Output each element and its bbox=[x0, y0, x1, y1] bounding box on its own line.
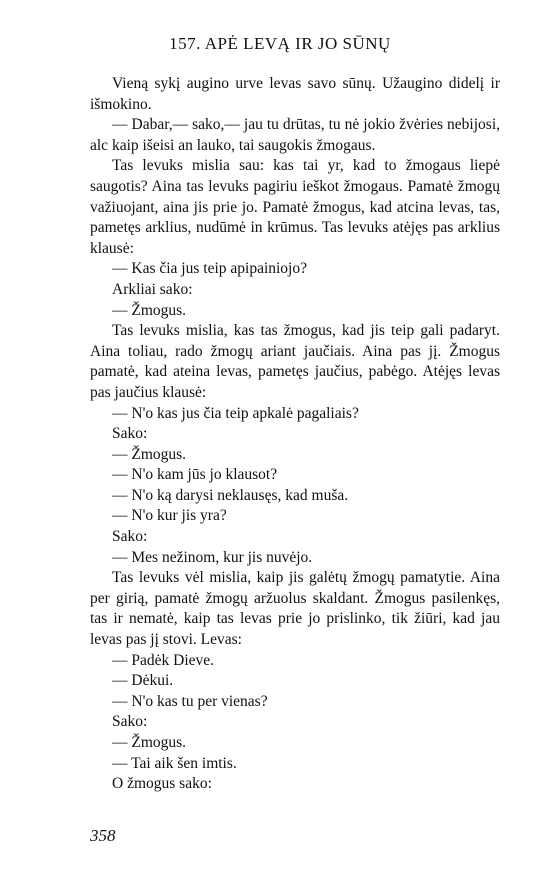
dialogue-line: — N'o kam jūs jo klausot? bbox=[112, 466, 278, 484]
dialogue-line: — Tai aik šen imtis. bbox=[112, 754, 237, 772]
dialogue-line: — Žmogus. bbox=[112, 445, 187, 463]
dialogue-line: — Dėkui. bbox=[112, 672, 174, 690]
story-body bbox=[90, 74, 500, 795]
paragraph: Tas levuks mislia sau: kas tai yr, kad to žmogaus liepė saugotis? Aina tas levuks pagiriu ieškot žmogaus. Pamatė žmogų važiuojant, aina jis prie jo. Pamatė žmogus, kad atcina levas, tas, pametęs arklius, nudūmė in krūmus. Tas levuks atėjęs pas arklius klausė: bbox=[90, 157, 500, 257]
dialogue-line: — N'o kas tu per vienas? bbox=[112, 692, 268, 710]
dialogue-line: Sako: bbox=[112, 528, 148, 546]
dialogue-line: Arkliai sako: bbox=[112, 280, 193, 298]
dialogue-line: — N'o kas jus čia teip apkalė pagaliais? bbox=[112, 404, 359, 422]
dialogue-line: — Mes nežinom, kur jis nuvėjo. bbox=[112, 548, 313, 566]
dialogue-line: — Žmogus. bbox=[112, 734, 187, 751]
dialogue-line: — N'o ką darysi neklausęs, kad muša. bbox=[112, 486, 349, 504]
dialogue-line: — Kas čia jus teip apipainiojo? bbox=[112, 260, 307, 278]
dialogue-line: — N'o kur jis yra? bbox=[112, 507, 227, 525]
paragraph: Tas levuks mislia, kas tas žmogus, kad jis teip gali padaryt. Aina toliau, rado žmogų ariant jaučiais. Aina pas jį. Žmogus pamatė, kad ateina levas, pametęs jaučius, pabėgo. Atėjęs levas pas jaučius klausė: bbox=[90, 322, 500, 401]
story-title: 157. APĖ LEVĄ IR JO SŪNŲ bbox=[169, 34, 391, 53]
dialogue-line: O žmogus sako: bbox=[112, 775, 212, 793]
paragraph: — Dabar,— sako,— jau tu drūtas, tu nė jokio žvėries nebijosi, alc kaip išeisi an lauko, tai saugokis žmogaus. bbox=[90, 116, 500, 154]
dialogue-line: Sako: bbox=[112, 425, 148, 443]
dialogue-line: — Padėk Dieve. bbox=[112, 651, 215, 669]
paragraph: Vieną sykį augino urve levas savo sūnų. Užaugino didelį ir išmokino. bbox=[90, 75, 500, 113]
dialogue-line: Sako: bbox=[112, 713, 148, 731]
page-number: 358 bbox=[90, 826, 116, 845]
paragraph: Tas levuks vėl mislia, kaip jis galėtų žmogų pamatytie. Aina per girią, pamatė žmogų aržuolus skaldant. Žmogus pasilenkęs, tas ir nematė, kaip tas levas prie jo prislinko, tik žiūri, kad jau levas pas jį stovi. Levas: bbox=[90, 569, 500, 649]
dialogue-line: — Žmogus. bbox=[112, 301, 187, 319]
